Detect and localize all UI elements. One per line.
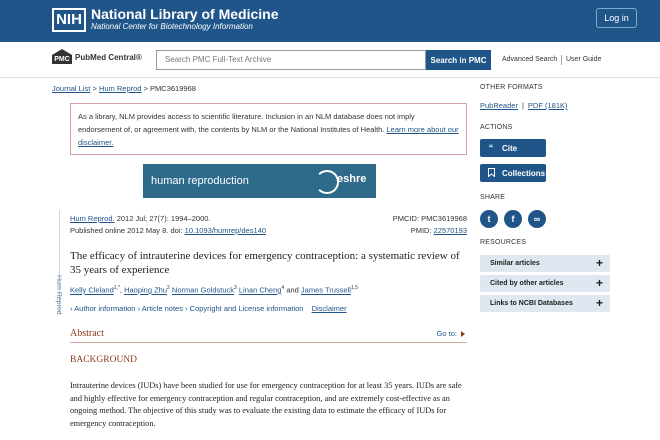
bookmark-icon — [480, 168, 502, 179]
goto-label: Go to: — [436, 329, 457, 338]
published-line — [70, 226, 266, 235]
copyright-toggle[interactable]: › Copyright and License information — [185, 304, 304, 313]
nlm-logo[interactable] — [52, 7, 278, 32]
breadcrumb-current: PMC3619968 — [150, 84, 196, 93]
breadcrumb-sep: > — [92, 84, 97, 93]
pubreader-link[interactable]: PubReader — [480, 101, 518, 110]
abstract-section-bar — [70, 326, 467, 343]
breadcrumb-journal[interactable]: Hum Reprod — [98, 84, 142, 93]
banner-journal-name: human reproduction — [151, 175, 249, 187]
cite-button[interactable] — [480, 139, 546, 157]
advanced-search-link[interactable]: Advanced Search — [502, 56, 558, 63]
cite-label: Cite — [502, 143, 518, 153]
background-paragraph: Intrauterine devices (IUDs) have been studied for use for emergency contraception for at least 35 years. IUDs are safe and highly effective for emergency contraception and regular contraception, and are extremely cost-effective as an ongoing method. The objective of this study was to evaluate the existing data to estimate the efficacy of IUDs for emergency contraception. — [70, 381, 462, 428]
pdf-link[interactable]: PDF (181K) — [527, 101, 568, 110]
breadcrumb-sep: > — [143, 84, 148, 93]
pmc-logo-label: PMC — [52, 55, 72, 64]
collections-label: Collections — [502, 168, 546, 178]
citation-journal-link[interactable]: Hum Reprod. — [70, 214, 115, 223]
disclaimer-link[interactable]: Disclaimer — [311, 304, 347, 313]
pmc-house-icon — [52, 49, 72, 65]
goto-menu[interactable] — [437, 329, 465, 338]
share-heading: SHARE — [480, 194, 506, 201]
citation-details: 2012 Jul; 27(7): 1994–2000. — [114, 214, 211, 223]
resource-similar-articles[interactable] — [480, 255, 610, 272]
journal-side-tab-label: Hum Reprod — [55, 275, 62, 315]
author-affiliation: 2 — [167, 285, 170, 291]
caret-right-icon — [461, 331, 465, 337]
breadcrumb — [52, 84, 196, 93]
disclaimer-notice — [70, 103, 467, 155]
link-icon[interactable]: ∞ — [528, 210, 546, 228]
formats-links — [480, 101, 568, 110]
article-title: The efficacy of intrauterine devices for emergency contraception: a systematic review of 35 years of experience — [70, 250, 460, 276]
author-affiliation: 3 — [234, 285, 237, 291]
nlm-title: National Library of Medicine — [91, 6, 279, 22]
author-information-toggle[interactable]: › Author information — [70, 304, 136, 313]
facebook-icon[interactable]: f — [504, 210, 522, 228]
author-affiliation: 1,5 — [350, 285, 358, 291]
resource-label: Links to NCBI Databases — [490, 300, 573, 307]
pmc-header — [0, 42, 660, 78]
quote-icon: “ — [488, 143, 494, 153]
nlm-top-bar — [0, 0, 660, 42]
author-affiliation: 4 — [281, 285, 285, 291]
abstract-heading: Abstract — [70, 328, 104, 339]
journal-banner[interactable] — [143, 164, 376, 198]
author-link[interactable]: Norman Goldstuck — [171, 285, 235, 295]
pmid — [411, 226, 467, 235]
resource-cited-by[interactable] — [480, 275, 610, 292]
eshre-logo-icon — [315, 170, 339, 194]
search-input[interactable]: Search PMC Full-Text Archive — [156, 50, 426, 70]
login-button[interactable]: Log in — [596, 8, 637, 28]
citation-line — [70, 214, 211, 223]
plus-icon: + — [595, 276, 603, 290]
pmc-name: PubMed Central® — [75, 52, 142, 62]
search-button[interactable]: Search in PMC — [426, 50, 491, 70]
banner-society: eshre — [337, 173, 367, 185]
notice-learn-more-link[interactable]: Learn more about our disclaimer. — [78, 125, 459, 147]
author-link[interactable]: Haoping Zhu — [124, 285, 168, 295]
author-affiliation: 1,* — [113, 285, 120, 291]
pmid-label: PMID: — [410, 226, 434, 235]
format-separator: | — [521, 101, 524, 110]
notice-text: As a library, NLM provides access to scientific literature. Inclusion in an NLM database does not imply endorsement of, or agreement with, the contents by NLM or the National Institutes of Health. — [78, 112, 415, 134]
nih-logo-box: NIH — [52, 8, 86, 32]
plus-icon: + — [595, 296, 603, 310]
actions-heading: ACTIONS — [480, 124, 513, 131]
header-divider — [561, 55, 562, 65]
breadcrumb-journal-list[interactable]: Journal List — [52, 84, 91, 93]
article-info-links — [70, 304, 347, 313]
user-guide-link[interactable]: User Guide — [566, 56, 602, 63]
resources-heading: RESOURCES — [480, 239, 527, 246]
plus-icon: + — [595, 256, 603, 270]
author-link[interactable]: James Trussell — [300, 285, 351, 295]
background-heading: BACKGROUND — [70, 355, 138, 365]
article-notes-toggle[interactable]: › Article notes — [137, 304, 183, 313]
pmid-link[interactable]: 22570193 — [433, 226, 467, 235]
author-link[interactable]: Kelly Cleland — [70, 285, 114, 295]
resource-label: Cited by other articles — [490, 280, 564, 287]
other-formats-heading: OTHER FORMATS — [480, 84, 543, 91]
author-and: and — [286, 285, 299, 295]
resource-label: Similar articles — [490, 260, 540, 267]
author-list: Kelly Cleland$^{1,*}$, Haoping Zhu$^2$ Norman Goldstuck$^3$ Linan Cheng$^4$ and James Trussell$^{1,5}$ — [70, 285, 358, 295]
collections-button[interactable] — [480, 164, 546, 182]
twitter-icon[interactable]: t — [480, 210, 498, 228]
author-link[interactable]: Linan Cheng — [238, 285, 282, 295]
pmcid: PMCID: PMC3619968 — [392, 214, 467, 223]
doi-link[interactable]: 10.1093/humrep/des140 — [184, 226, 266, 235]
resource-ncbi-links[interactable] — [480, 295, 610, 312]
nlm-subtitle: National Center for Biotechnology Information — [91, 22, 253, 31]
pmc-logo[interactable] — [52, 49, 142, 65]
published-label: Published online 2012 May 8. doi: — [70, 226, 185, 235]
